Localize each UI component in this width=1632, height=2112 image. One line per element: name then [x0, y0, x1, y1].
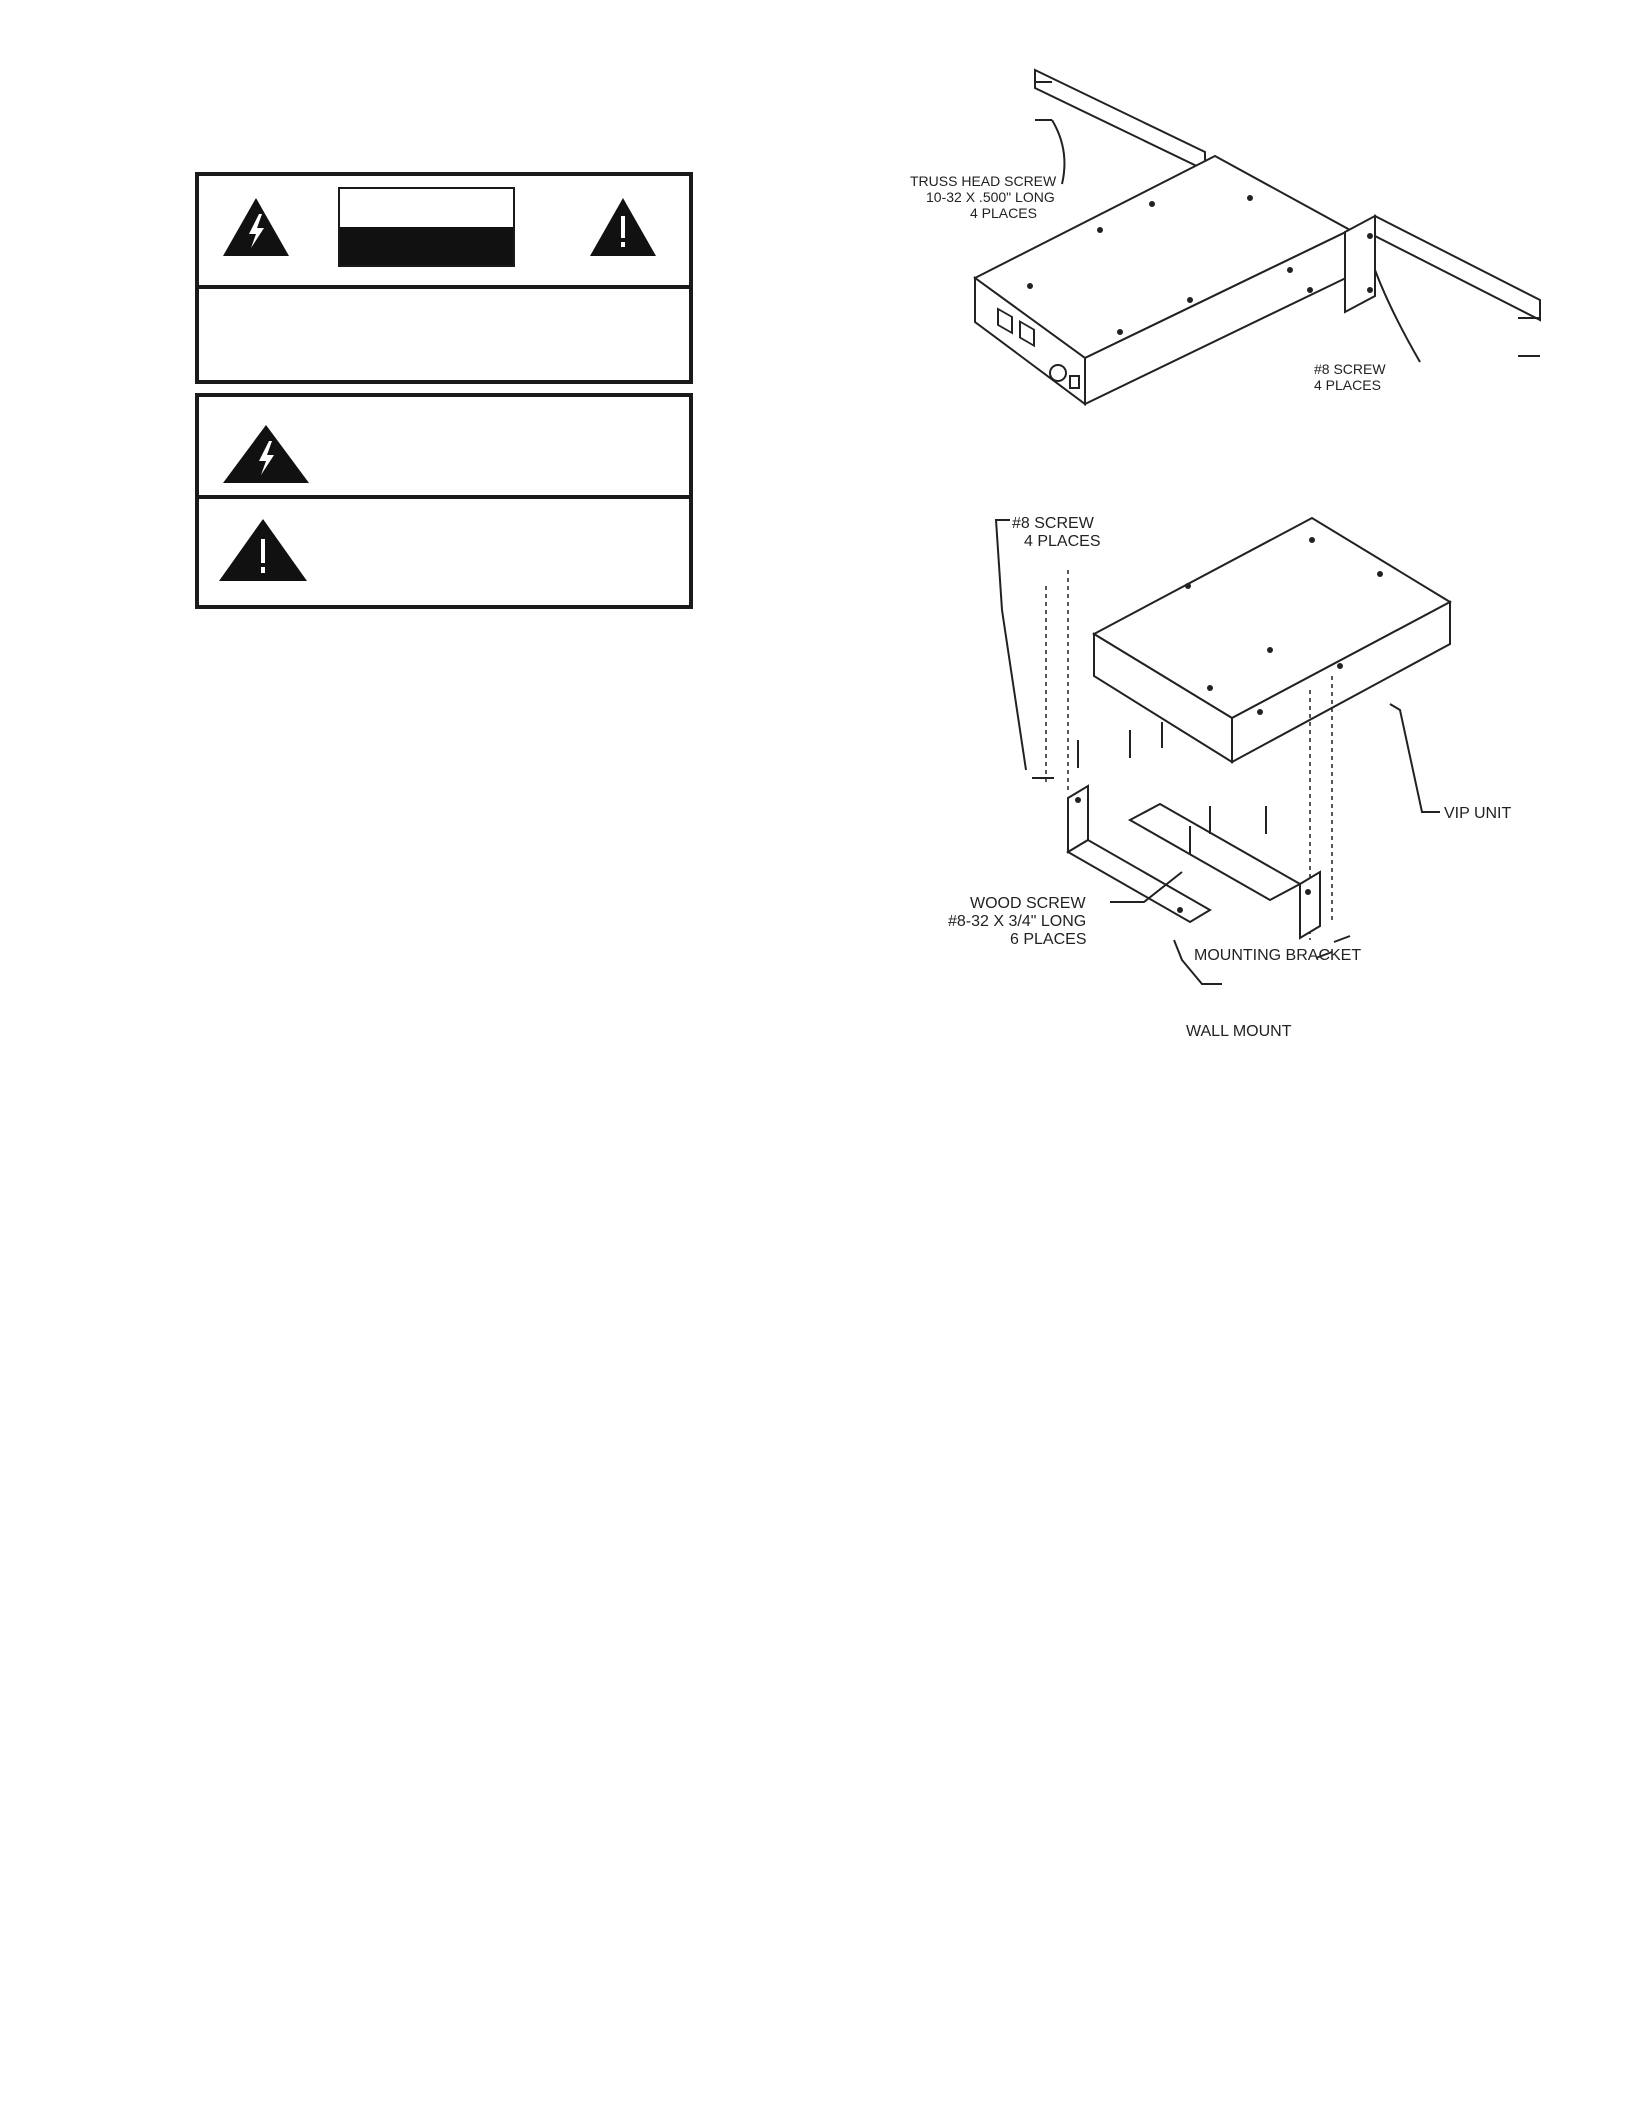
wood-screw-size: #8-32 X 3/4" LONG [948, 913, 1087, 930]
symbol-explanation-panel [195, 393, 693, 609]
caution-header-label [338, 187, 515, 267]
panel-divider [199, 495, 689, 499]
safety-warning-labels [195, 172, 693, 609]
exclamation-warning-icon [590, 198, 656, 256]
wall-mount-diagram [948, 500, 1520, 1060]
rack-screw-count: 4 PLACES [1314, 377, 1381, 393]
rack-mount-diagram [870, 60, 1550, 420]
caution-panel [195, 172, 693, 384]
truss-head-screw-size: 10-32 X .500" LONG [926, 189, 1055, 205]
wood-screw-count: 6 PLACES [1010, 931, 1087, 948]
electric-shock-warning-icon [223, 425, 309, 483]
truss-head-screw-count: 4 PLACES [970, 205, 1037, 221]
wood-screw-label: WOOD SCREW [970, 895, 1086, 912]
panel-divider [199, 285, 689, 289]
exclamation-warning-icon [219, 519, 307, 581]
electric-shock-warning-icon [223, 198, 289, 256]
vip-unit-label: VIP UNIT [1444, 805, 1512, 822]
mounting-bracket-label: MOUNTING BRACKET [1194, 947, 1362, 964]
wall-screw-count: 4 PLACES [1024, 533, 1101, 550]
rack-screw-label: #8 SCREW [1314, 361, 1386, 377]
wall-mount-caption: WALL MOUNT [1186, 1023, 1292, 1040]
wall-screw-label: #8 SCREW [1012, 515, 1094, 532]
truss-head-screw-label: TRUSS HEAD SCREW [910, 173, 1057, 189]
